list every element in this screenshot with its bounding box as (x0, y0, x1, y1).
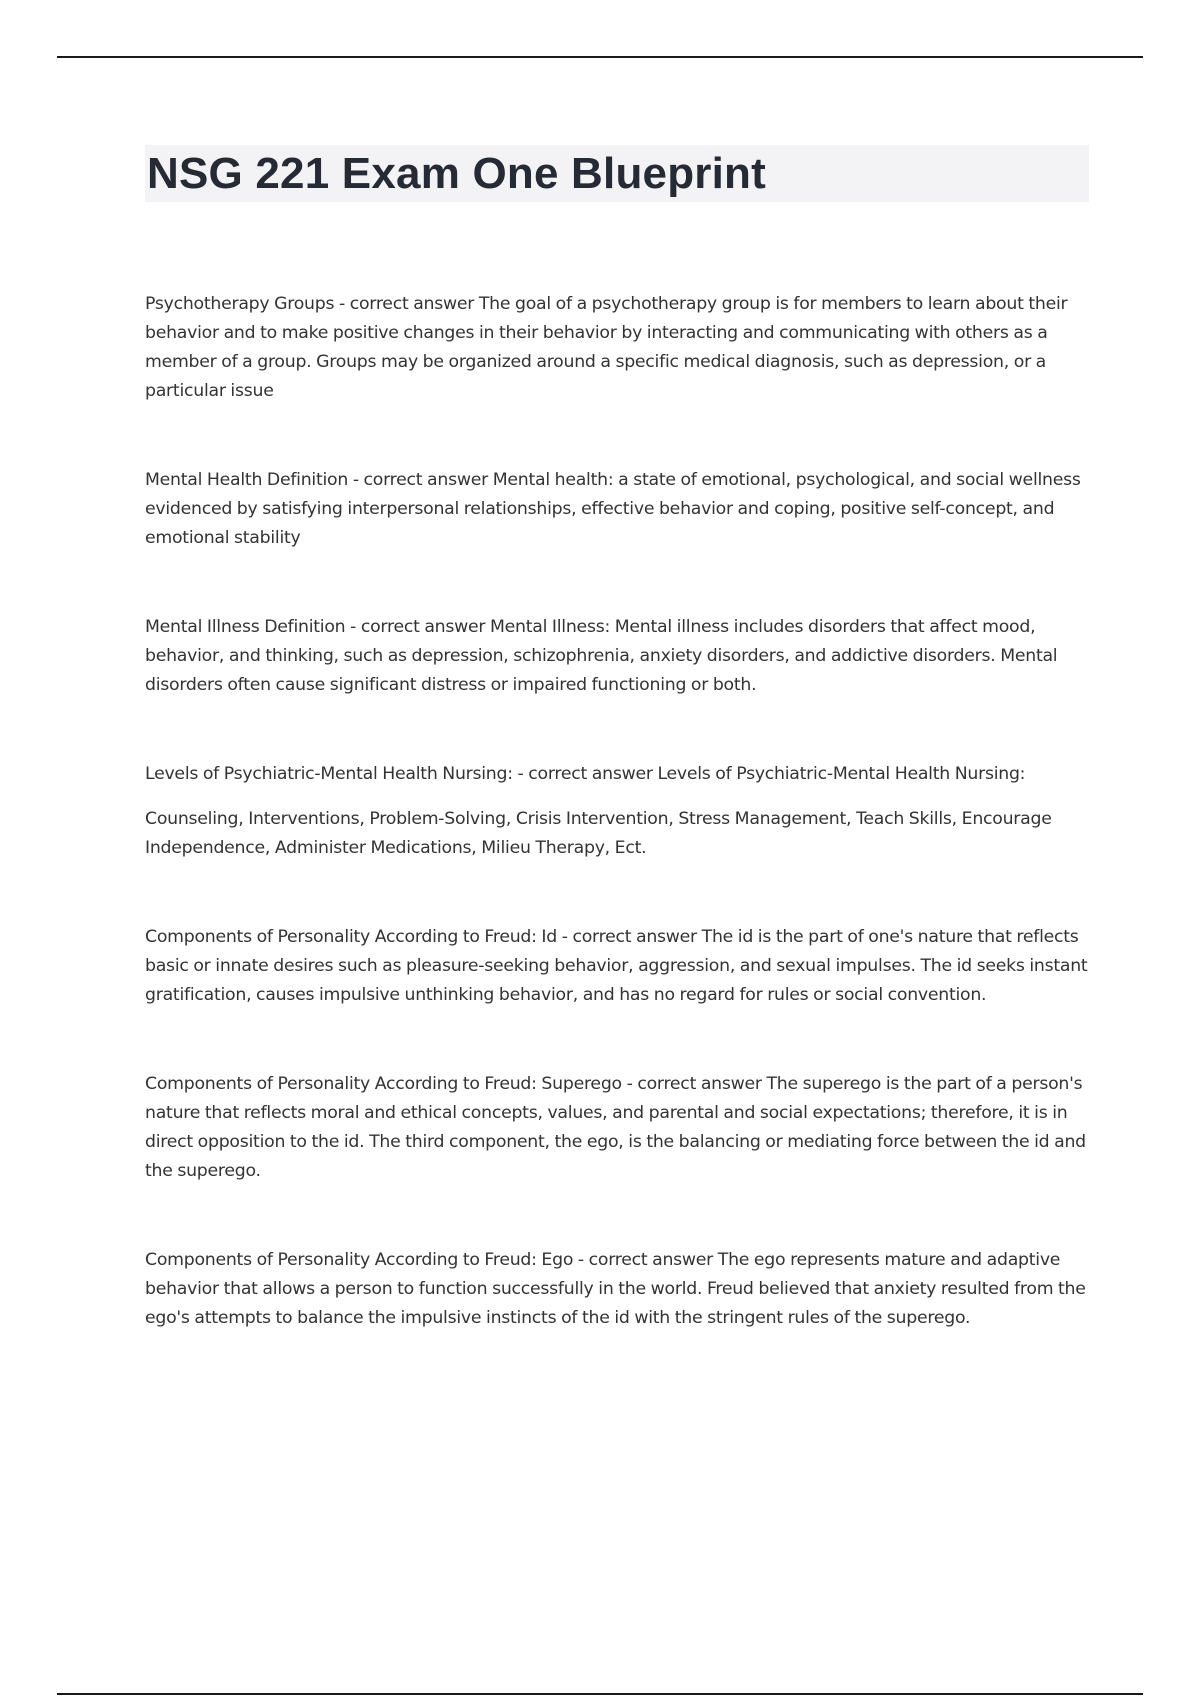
qa-entry-freud-id (145, 923, 1089, 1010)
entry-text: Components of Personality According to Freud: Ego - correct answer The ego represents mature and adaptive behavior that allows a person to function successfully in the world. Freud believed that anxiety resulted from the ego's attempts to balance the impulsive instincts of the id with the stringent rules of the superego. (145, 1250, 1086, 1328)
entry-text-continued: Counseling, Interventions, Problem-Solving, Crisis Intervention, Stress Management, Teach Skills, Encourage Independence, Administer Medications, Milieu Therapy, Ect. (145, 809, 1052, 858)
qa-entry-freud-ego (145, 1246, 1089, 1333)
entry-text: Components of Personality According to Freud: Superego - correct answer The superego is the part of a person's nature that reflects moral and ethical concepts, values, and parental and social expectations; therefore, it is in direct opposition to the id. The third component, the ego, is the balancing or mediating force between the id and the superego. (145, 1074, 1086, 1181)
entry-text: Mental Illness Definition - correct answer Mental Illness: Mental illness includes disorders that affect mood, behavior, and thinking, such as depression, schizophrenia, anxiety disorders, and addictive disorders. Mental disorders often cause significant distress or impaired functioning or both. (145, 617, 1058, 695)
qa-entry-psychotherapy-groups (145, 290, 1089, 406)
footer-rule (57, 1693, 1143, 1695)
document-body (145, 290, 1089, 1393)
entry-text: Components of Personality According to Freud: Id - correct answer The id is the part of one's nature that reflects basic or innate desires such as pleasure-seeking behavior, aggression, and sexual impulses. The id seeks instant gratification, causes impulsive unthinking behavior, and has no regard for rules or social convention. (145, 927, 1088, 1005)
entry-text: Levels of Psychiatric-Mental Health Nursing: - correct answer Levels of Psychiatric-Mental Health Nursing: (145, 764, 1026, 784)
entry-text: Mental Health Definition - correct answer Mental health: a state of emotional, psychological, and social wellness evidenced by satisfying interpersonal relationships, effective behavior and coping, positive self-concept, and emotional stability (145, 470, 1081, 548)
qa-entry-levels-of-nursing (145, 760, 1089, 863)
qa-entry-mental-illness-definition (145, 613, 1089, 700)
qa-entry-freud-superego (145, 1070, 1089, 1186)
header-rule (57, 56, 1143, 58)
document-title: NSG 221 Exam One Blueprint (147, 149, 766, 198)
entry-text: Psychotherapy Groups - correct answer The goal of a psychotherapy group is for members to learn about their behavior and to make positive changes in their behavior by interacting and communicating with others as a member of a group. Groups may be organized around a specific medical diagnosis, such as depression, or a particular issue (145, 294, 1068, 401)
title-banner (145, 145, 1089, 202)
qa-entry-mental-health-definition (145, 466, 1089, 553)
